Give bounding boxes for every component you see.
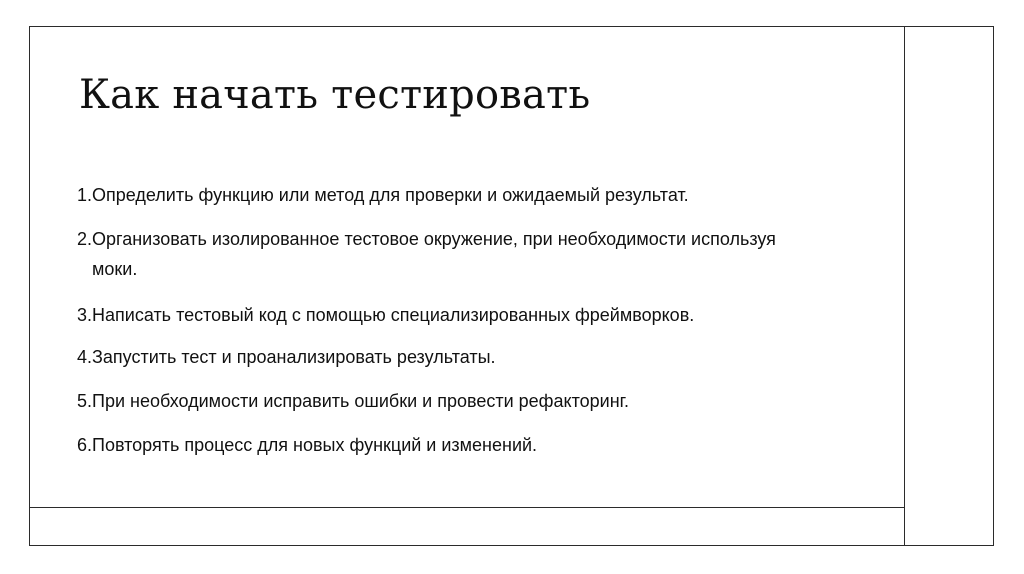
list-item (77, 386, 877, 430)
list-item (77, 342, 877, 386)
step-text: Написать тестовый код с помощью специализированных фреймворков. (92, 305, 695, 325)
step-number: 5. (77, 391, 93, 411)
steps-list (77, 180, 877, 460)
list-item (77, 180, 877, 224)
step-text: Запустить тест и проанализировать результаты. (92, 347, 496, 367)
vertical-divider (904, 26, 905, 546)
step-text: Организовать изолированное тестовое окружение, при необходимости используя моки. (92, 229, 776, 279)
step-text: При необходимости исправить ошибки и провести рефакторинг. (92, 391, 630, 411)
list-item (77, 224, 877, 300)
step-number: 1. (77, 185, 93, 205)
step-number: 4. (77, 347, 93, 367)
list-item (77, 300, 877, 342)
list-item (77, 430, 877, 460)
step-number: 2. (77, 229, 93, 249)
horizontal-divider (29, 507, 905, 508)
slide-title: Как начать тестировать (79, 72, 591, 118)
step-number: 6. (77, 435, 93, 455)
step-text: Повторять процесс для новых функций и изменений. (92, 435, 538, 455)
step-number: 3. (77, 305, 93, 325)
step-text: Определить функцию или метод для проверки и ожидаемый результат. (92, 185, 689, 205)
